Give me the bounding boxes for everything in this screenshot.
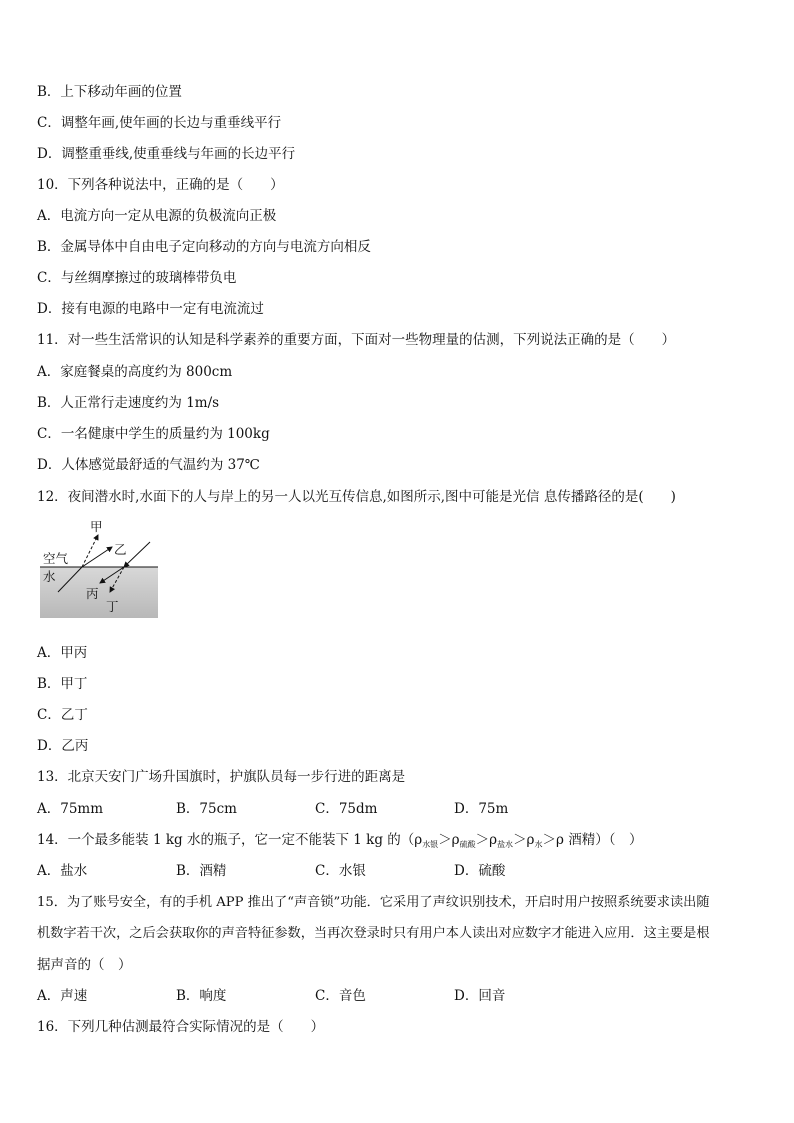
sub-water: 水 xyxy=(534,840,543,849)
q12-option-a: A．甲丙 xyxy=(37,645,88,661)
q15-stem-line2: 机数字若干次，之后会获取你的声音特征参数，当再次登录时只有用户本人读出对应数字才能进入应用．这主要是根 xyxy=(37,926,710,941)
q12-option-b: B．甲丁 xyxy=(37,676,88,692)
q14-option-a: A．盐水 xyxy=(37,863,88,879)
label-bing: 丙 xyxy=(86,586,99,601)
q15-options xyxy=(37,987,593,1005)
q16-stem: 16．下列几种估测最符合实际情况的是（ ） xyxy=(37,1019,325,1035)
q14-stem-pre: 14．一个最多能装 1 kg 水的瓶子，它一定不能装下 1 kg 的（ xyxy=(37,832,415,848)
q13-option-a: A．75mm xyxy=(37,801,104,817)
q14-stem xyxy=(37,831,642,851)
q14-stem-post: ＞ρ 酒精）（ ） xyxy=(542,832,643,848)
q13-stem: 13．北京天安门广场升国旗时，护旗队员每一步行进的距离是 xyxy=(37,769,406,785)
q15-option-c: C．音色 xyxy=(315,988,366,1004)
q13-option-d: D．75m xyxy=(454,801,509,817)
q12-stem: 12．夜间潜水时,水面下的人与岸上的另一人以光互传信息,如图所示,图中可能是光信 息传播路径的是( ) xyxy=(37,489,676,505)
q12-option-c: C．乙丁 xyxy=(37,707,88,723)
q9-option-d: D．调整重垂线,使重垂线与年画的长边平行 xyxy=(37,146,296,162)
sub-mercury: 水银 xyxy=(422,840,439,849)
q10-stem: 10．下列各种说法中，正确的是（ ） xyxy=(37,177,284,193)
q14-option-d: D．硫酸 xyxy=(454,863,506,879)
q15-stem-line1: 15．为了账号安全，有的手机 APP 推出了“声音锁”功能．它采用了声纹识别技术，开启时用户按照系统要求读出随 xyxy=(37,895,710,910)
q14-options xyxy=(37,862,593,880)
q11-option-a: A．家庭餐桌的高度约为 800cm xyxy=(37,364,233,380)
q13-options xyxy=(37,800,593,818)
q15-option-d: D．回音 xyxy=(454,988,506,1004)
q15-stem-line3: 据声音的（ ） xyxy=(37,957,132,973)
label-ding: 丁 xyxy=(106,599,119,614)
q11-option-d: D．人体感觉最舒适的气温约为 37℃ xyxy=(37,457,260,473)
q9-option-b: B．上下移动年画的位置 xyxy=(37,84,182,100)
q12-option-d: D．乙丙 xyxy=(37,738,89,754)
label-jia: 甲 xyxy=(90,520,103,534)
water-region xyxy=(40,567,158,618)
q13-option-c: C．75dm xyxy=(315,801,378,817)
q13-option-b: B．75cm xyxy=(176,801,237,817)
light-path-figure xyxy=(40,520,158,618)
rho-1: ρ xyxy=(414,832,423,848)
ray-from-air xyxy=(124,542,150,567)
q10-option-c: C．与丝绸摩擦过的玻璃棒带负电 xyxy=(37,270,237,286)
q11-stem: 11．对一些生活常识的认知是科学素养的重要方面，下面对一些物理量的估测，下列说法正确的是（ ） xyxy=(37,332,676,348)
q10-option-b: B．金属导体中自由电子定向移动的方向与电流方向相反 xyxy=(37,239,371,255)
sub-saltwater: 盐水 xyxy=(497,840,514,849)
q14-option-b: B．酒精 xyxy=(176,863,227,879)
q9-option-c: C．调整年画,使年画的长边与重垂线平行 xyxy=(37,115,282,131)
q14-option-c: C．水银 xyxy=(315,863,366,879)
q10-option-a: A．电流方向一定从电源的负极流向正极 xyxy=(37,208,277,224)
rho-3: ＞ρ xyxy=(475,832,498,848)
q15-option-a: A．声速 xyxy=(37,988,88,1004)
q10-option-d: D．接有电源的电路中一定有电流流过 xyxy=(37,301,264,317)
q11-option-b: B．人正常行走速度约为 1m/s xyxy=(37,395,220,411)
sub-sulfuric-acid: 硫酸 xyxy=(459,840,476,849)
label-yi: 乙 xyxy=(114,542,127,557)
label-shui: 水 xyxy=(43,569,56,584)
rho-2: ＞ρ xyxy=(438,832,460,848)
q11-option-c: C．一名健康中学生的质量约为 100kg xyxy=(37,426,270,442)
label-kongqi: 空气 xyxy=(43,551,69,566)
rho-4: ＞ρ xyxy=(513,832,535,848)
q15-option-b: B．响度 xyxy=(176,988,227,1004)
